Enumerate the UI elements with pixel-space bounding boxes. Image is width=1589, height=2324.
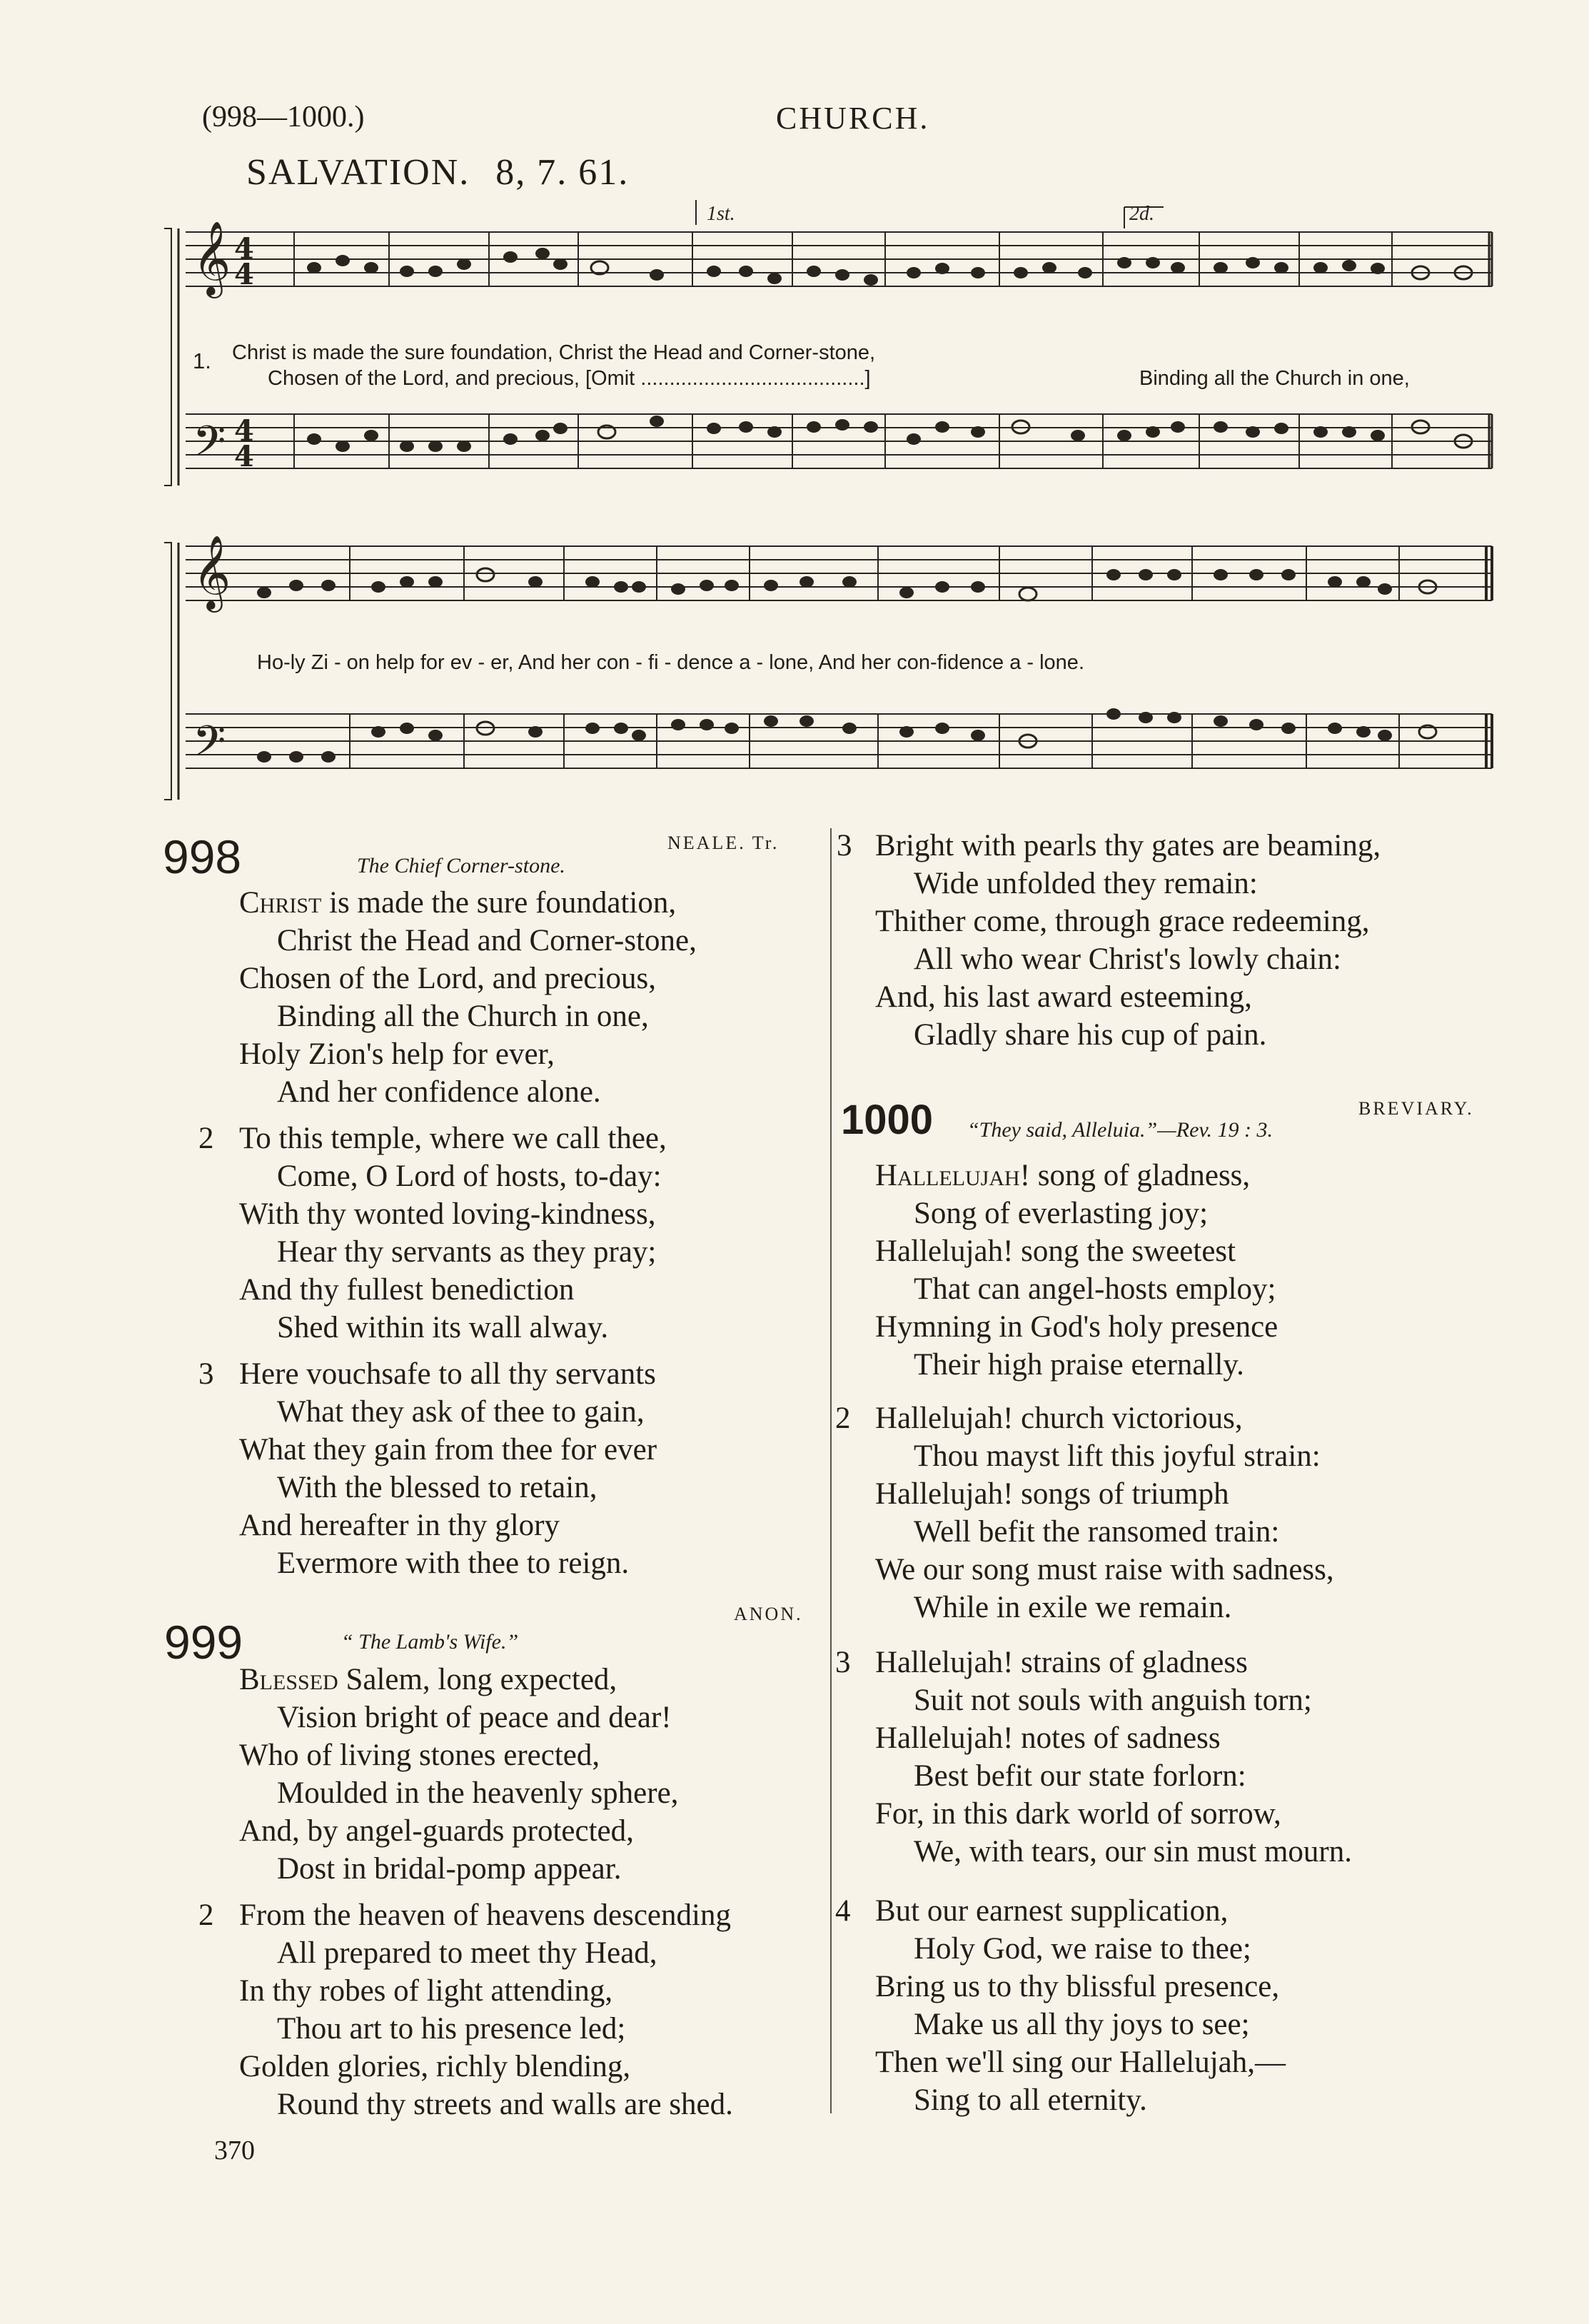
hymn-998-line: Evermore with thee to reign. xyxy=(277,1546,630,1580)
hymn-1000-line: Their high praise eternally. xyxy=(914,1348,1244,1382)
hymn-999-line: Who of living stones erected, xyxy=(239,1739,600,1772)
hymn-998-line: Binding all the Church in one, xyxy=(277,1000,649,1033)
hymn-998-line: Come, O Lord of hosts, to-day: xyxy=(277,1160,662,1193)
hymn-999-source: ANON. xyxy=(734,1604,803,1624)
hymn-998-source: NEALE. Tr. xyxy=(667,832,780,853)
svg-text:4: 4 xyxy=(234,232,254,266)
hymn-1000-line: We our song must raise with sadness, xyxy=(875,1553,1334,1586)
hymn-999-line: And, his last award esteeming, xyxy=(875,980,1252,1014)
second-ending-label: 2d. xyxy=(1129,203,1154,225)
hymn-999-epigraph: “ The Lamb's Wife.” xyxy=(341,1630,519,1654)
hymn-number-1000: 1000 xyxy=(841,1097,934,1143)
music-lyrics-line-1c: Binding all the Church in one, xyxy=(1139,367,1410,390)
hymn-1000-line: But our earnest supplication, xyxy=(875,1894,1229,1928)
first-ending-label: 1st. xyxy=(707,203,735,225)
hymn-998-line: Chosen of the Lord, and precious, xyxy=(239,962,656,995)
hymn-998-line: Hear thy servants as they pray; xyxy=(277,1235,657,1269)
svg-text:4: 4 xyxy=(234,258,254,291)
music-lyrics-line-2: Ho-ly Zi - on help for ev - er, And her con - fi - dence a - lone, And her con-fidence a - lone. xyxy=(257,651,1084,674)
hymn-999-line: Vision bright of peace and dear! xyxy=(277,1701,672,1734)
hymn-999-line: And, by angel-guards protected, xyxy=(239,1814,634,1848)
tune-heading xyxy=(246,151,655,193)
page-number: 370 xyxy=(214,2136,255,2165)
hymn-998-line: What they ask of thee to gain, xyxy=(277,1395,645,1429)
svg-text:𝄢: 𝄢 xyxy=(193,716,226,776)
hymn-999-line: Bright with pearls thy gates are beaming, xyxy=(875,829,1381,862)
hymn-999-line: All who wear Christ's lowly chain: xyxy=(914,942,1341,976)
hymn-1000-line: We, with tears, our sin must mourn. xyxy=(914,1835,1352,1868)
verse-number: 2 xyxy=(835,1402,851,1435)
svg-text:𝄢: 𝄢 xyxy=(193,416,226,476)
hymn-1000-line: Suit not souls with anguish torn; xyxy=(914,1684,1312,1717)
hymn-1000-line: Hallelujah! notes of sadness xyxy=(875,1721,1221,1755)
hymn-1000-line: Best befit our state forlorn: xyxy=(914,1759,1246,1793)
svg-text:4: 4 xyxy=(234,440,254,473)
hymn-1000-line: Then we'll sing our Hallelujah,— xyxy=(875,2046,1286,2079)
hymn-999-line: All prepared to meet thy Head, xyxy=(277,1936,657,1970)
hymn-1000-line: Thou mayst lift this joyful strain: xyxy=(914,1439,1321,1473)
hymn-999-line: Round thy streets and walls are shed. xyxy=(277,2088,733,2121)
hymn-1000-source: BREVIARY. xyxy=(1358,1098,1474,1119)
column-divider xyxy=(830,828,832,2113)
verse-number: 3 xyxy=(198,1357,214,1391)
hymn-998-line: With thy wonted loving-kindness, xyxy=(239,1197,656,1231)
tune-name: SALVATION. xyxy=(246,152,470,193)
page-title: CHURCH. xyxy=(776,101,930,136)
hymn-998-line: Here vouchsafe to all thy servants xyxy=(239,1357,656,1391)
hymn-1000-line: Hallelujah! songs of triumph xyxy=(875,1477,1229,1511)
hymn-999-line: Blessed Salem, long expected, xyxy=(239,1663,617,1696)
hymn-1000-line: Hymning in God's holy presence xyxy=(875,1310,1278,1344)
hymn-999-line: Thither come, through grace redeeming, xyxy=(875,905,1370,938)
hymn-998-line: Christ is made the sure foundation, xyxy=(239,886,677,920)
svg-text:𝄞: 𝄞 xyxy=(193,535,231,610)
page-range: (998—1000.) xyxy=(202,101,365,134)
hymn-998-line: To this temple, where we call thee, xyxy=(239,1122,667,1155)
verse-number: 2 xyxy=(198,1122,214,1155)
hymn-999-line: Wide unfolded they remain: xyxy=(914,867,1258,900)
hymn-1000-epigraph: “They said, Alleluia.”—Rev. 19 : 3. xyxy=(967,1118,1273,1142)
hymn-999-line: From the heaven of heavens descending xyxy=(239,1898,731,1932)
verse-number: 2 xyxy=(198,1898,214,1932)
hymn-999-line: Thou art to his presence led; xyxy=(277,2012,626,2046)
hymn-1000-line: Well befit the ransomed train: xyxy=(914,1515,1280,1549)
hymn-1000-line: That can angel-hosts employ; xyxy=(914,1272,1276,1306)
svg-text:4: 4 xyxy=(234,414,254,448)
hymn-1000-line: Bring us to thy blissful presence, xyxy=(875,1970,1280,2003)
hymn-1000-line: Hallelujah! song of gladness, xyxy=(875,1159,1251,1192)
hymn-998-line: With the blessed to retain, xyxy=(277,1471,597,1504)
hymn-999-line: Dost in bridal-pomp appear. xyxy=(277,1852,622,1886)
hymn-number-999: 999 xyxy=(164,1616,243,1669)
hymn-999-line: Golden glories, richly blending, xyxy=(239,2050,631,2083)
hymn-998-epigraph: The Chief Corner-stone. xyxy=(357,854,565,877)
hymn-998-line: And thy fullest benediction xyxy=(239,1273,575,1307)
hymn-1000-line: Song of everlasting joy; xyxy=(914,1197,1209,1230)
hymn-999-line: Gladly share his cup of pain. xyxy=(914,1018,1267,1052)
verse-number: 3 xyxy=(837,829,852,862)
hymn-998-line: What they gain from thee for ever xyxy=(239,1433,657,1467)
hymn-1000-line: Make us all thy joys to see; xyxy=(914,2008,1250,2041)
hymn-1000-line: While in exile we remain. xyxy=(914,1591,1232,1624)
verse-number: 4 xyxy=(835,1894,851,1928)
hymn-999-line: Moulded in the heavenly sphere, xyxy=(277,1776,679,1810)
hymn-1000-line: Sing to all eternity. xyxy=(914,2083,1147,2117)
tune-meter: 8, 7. 61. xyxy=(495,152,630,193)
verse-number-music: 1. xyxy=(193,348,211,373)
music-lyrics-line-1a: Christ is made the sure foundation, Christ the Head and Corner-stone, xyxy=(232,341,876,364)
hymn-1000-line: Hallelujah! church victorious, xyxy=(875,1402,1243,1435)
hymn-998-line: Christ the Head and Corner-stone, xyxy=(277,924,697,957)
hymn-998-line: And her confidence alone. xyxy=(277,1075,601,1109)
hymn-998-line: Holy Zion's help for ever, xyxy=(239,1037,555,1071)
music-lyrics-line-1b: Chosen of the Lord, and precious, [Omit .......................................] xyxy=(268,367,871,390)
hymn-1000-line: Hallelujah! strains of gladness xyxy=(875,1646,1248,1679)
hymn-999-line: In thy robes of light attending, xyxy=(239,1974,613,2008)
hymn-1000-line: Holy God, we raise to thee; xyxy=(914,1932,1251,1966)
hymn-998-line: Shed within its wall alway. xyxy=(277,1311,609,1344)
verse-number: 3 xyxy=(835,1646,851,1679)
hymn-1000-line: For, in this dark world of sorrow, xyxy=(875,1797,1281,1831)
hymn-number-998: 998 xyxy=(163,830,242,883)
svg-text:𝄞: 𝄞 xyxy=(193,221,231,296)
hymn-998-line: And hereafter in thy glory xyxy=(239,1509,560,1542)
hymn-1000-line: Hallelujah! song the sweetest xyxy=(875,1234,1236,1268)
